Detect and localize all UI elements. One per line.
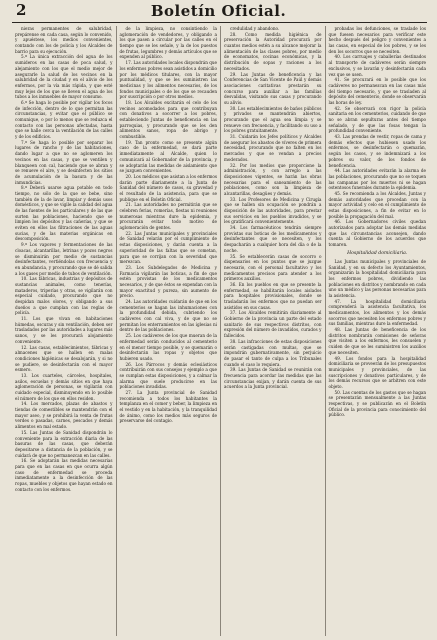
paragraph: 33. Los Profesores de Medicina y Cirugía que se hallen sin ocupación se pondrán a disposición de las autoridades, para prestar sus servicios en los pueblos invadidos, y se les gratificará convenientemente.: [224, 196, 322, 225]
paragraph: 34. Los farmacéuticos tendrán siempre provistas sus boticas de los medicamentos y desinfectantes que se necesiten, y los despacharán a cualquier hora del día o de la noche.: [224, 225, 322, 253]
paragraph: 41. Se procurará en lo posible que los cadáveres no permanezcan en las casas más del tiempo necesario, y que se trasladen al depósito del cementerio, donde se observarán las horas de ley.: [328, 77, 426, 105]
column-2: [116, 26, 221, 636]
paragraph: 22. Las Juntas municipales y provinciales de Sanidad velarán por el cumplimiento de estas disposiciones, y darán cuenta a la superioridad de las faltas que se cometan, para que se corrijan con la severidad que merezcan.: [119, 230, 217, 265]
paragraph: 43. Las prendas de vestir, ropas de cama y demás efectos que hubiesen usado los enfermos, se desinfectarán o quemarán, según los casos, y se indemnizará a los pobres su valor, de los fondos de beneficencia.: [328, 134, 426, 168]
paragraph: probadas los defunciones, se traslade los que fuesen necesarios para verificar este hecho después del peligro y convenientes a las casas, en especial de los pobres, y se les den los socorros que se necesiten.: [328, 26, 426, 54]
paragraph: de la limpieza, no consintiendo la aglomeración de vendedores, y obligando a los que pasen a circular por las calles en el tiempo que se les señale, y la de los puestos de frutas, legumbres y demás artículos que se expenden al público.: [119, 26, 217, 60]
paragraph: Las Juntas municipales y provinciales de Sanidad, y en su defecto los Ayuntamientos, organizarán la hospitalidad domiciliaria para los enfermos pobres, dividiendo las poblaciones en distritos y nombrando en cada uno un médico y las personas necesarias para la asistencia.: [328, 258, 426, 298]
paragraph: 44. Las autoridades evitarán la alarma de las poblaciones, procurando que no se toquen las campanas por los muertos ni se hagan ostentosos funerales durante la epidemia.: [328, 168, 426, 191]
paragraph: 12. Las casas, establecimientos, fábricas y almacenes que se hallen en malas condiciones higiénicas se desalojarán, y si no se pudiere, se desinfectarán con el mayor esmero.: [15, 344, 113, 373]
paragraph: 35. Se establecerán casas de socorro o dispensarios en los puntos que se juzgue necesario, con el personal facultativo y los medicamentos precisos para atender a los primeros auxilios.: [224, 253, 322, 282]
paragraph: 25. Los cadáveres de los que mueran de la enfermedad serán conducidos al cementerio en el menor tiempo posible, y se quemarán o desinfectarán las ropas y objetos que hubieren usado.: [119, 333, 217, 361]
text-columns: [12, 26, 429, 636]
paragraph: 27. La Junta provincial de Sanidad recomienda a todos los habitantes la templanza en el comer y beber, la limpieza en el vestido y en la habitación, y la tranquilidad de ánimo, como los medios más seguros de preservarse del contagio.: [119, 390, 217, 424]
paragraph: nieras permanentes de salubridad, prepárense en cada casa, según lo convenido, y apuéstese, los medios convenientes, contando con los de policía y los Alcaldes de barrio para su ejecución.: [15, 26, 113, 54]
paragraph: 7.ª Se haga lo posible por separar los lugares de rancho y de las habitaciones, dando lugar a que no se aglomeren los vecinos en las casas, y que se ventilen y blanqueen con cal, haciendo que se abran y se renueve el aire, y se desinfecten los sitios de acumulación de la basura y de las inmundicias.: [15, 139, 113, 185]
paragraph: credulidad y abandono.: [230, 26, 280, 31]
paragraph: 45. Se recomienda a los Alcaldes, Juntas y demás autoridades que procedan con la mayor actividad y celo en el cumplimiento de estas disposiciones, a fin de evitar en lo posible la propagación del mal.: [328, 190, 426, 219]
paragraph: 36. En los pueblos en que se presente la enfermedad, se habilitarán locales aislados para hospitales provisionales, donde se trasladarán los enfermos que no puedan ser asistidos en sus casas.: [224, 281, 322, 310]
paragraph: 9.ª Los vapores y fermentaciones de las cloacas, alcantarillas, letrinas y pozos negros se disminuirán por medio de sustancias desinfectantes, vertiéndolas con frecuencia y en abundancia, y procurando que se dé salida a los gases por medio de tubos de ventilación.: [15, 242, 113, 276]
paragraph: 23. Los Subdelegados de Medicina y Farmacia vigilarán las boticas, a fin de que estén provistas de los medicamentos necesarios, y de que éstos se expendan con la mayor exactitud y pureza, sin aumento de precio.: [119, 264, 217, 299]
paragraph: 19. Tan pronto como se presente algún caso de la enfermedad, se dará parte inmediatamente al Alcalde, quien lo comunicará al Gobernador de la provincia, y se adoptarán las medidas de aislamiento que se juzguen convenientes.: [119, 139, 217, 174]
paragraph: 37. Los Alcaldes remitirán diariamente al Gobierno de la provincia un parte del estado sanitario de sus respectivos distritos, con expresión del número de invadidos, curados y fallecidos.: [224, 310, 322, 339]
paragraph: 10. Las fábricas, industrias y depósitos de sustancias animales, como tenerías, mataderos, triperías y otras, se vigilarán con especial cuidado, procurando que no despidan malos olores, y obligando a sus dueños a que cumplan con las reglas de policía.: [15, 276, 113, 316]
paragraph: 42. Se observará con rigor la policía sanitaria en los cementerios, cuidando de que no se abran sepulturas antes del tiempo señalado, y de que las fosas tengan la profundidad conveniente.: [328, 105, 426, 134]
paragraph: 39. Las Juntas de Sanidad se reunirán con frecuencia para acordar las medidas que las circunstancias exijan, y darán cuenta de sus acuerdos a la Junta provincial.: [224, 367, 322, 390]
paragraph: 46. Los Gobernadores civiles quedan autorizados para adoptar las demás medidas que las circunstancias aconsejen, dando cuenta al Gobierno de los acuerdos que tomaren.: [328, 219, 426, 248]
paragraph: 16. Se adoptarán las medidas necesarias para que en las casas en que ocurra algún caso de enfermedad se proceda inmediatamente a la desinfección de las ropas, muebles y objetos que hayan estado en contacto con los enfermos.: [15, 458, 113, 492]
paragraph: 20. Los médicos que asistan a los enfermos darán parte diariamente a la Junta de Sanidad del número de casos, su gravedad y el resultado de la asistencia, para que se publique en el Boletín Oficial.: [119, 173, 217, 202]
page-number: 2: [16, 1, 27, 19]
paragraph: 17. Las autoridades locales dispondrán que los enfermos pobres sean asistidos a domicilio por los médicos titulares, con la mayor puntualidad, y que se les suministren las medicinas y los alimentos necesarios, de los fondos municipales o de los que se recauden por suscripción o por otros medios.: [119, 60, 217, 100]
paragraph: 29. Las Juntas de beneficencia y las Conferencias de San Vicente de Paúl y demás asociaciones caritativas prestarán su concurso para auxiliar a las familias desvalidas, visitando sus casas y procurando su alivio.: [224, 71, 322, 105]
paragraph: 18. Los Alcaldes excitarán el celo de los vecinos acomodados para que contribuyan con donativos a socorrer a los pobres, estableciendo Juntas de beneficencia en las parroquias, y procurando que se les den alimentos sanos, ropa de abrigo y combustible.: [119, 99, 217, 140]
paragraph: 49. Los fondos para la hospitalidad domiciliaria se proveerán de los presupuestos municipales y provinciales, de las suscripciones y donativos particulares, y de los demás recursos que se arbitren con este objeto.: [328, 355, 426, 389]
paragraph: 13. Los cuarteles, cárceles, hospitales, asilos, escuelas y demás sitios en que haya aglomeración de personas, se vigilarán con cuidado especial, disminuyendo en lo posible el número de los que en ellos residen.: [15, 372, 113, 401]
paragraph: 24. Las autoridades cuidarán de que en los cementerios se hagan las inhumaciones con la profundidad debida, cubriendo los cadáveres con cal viva, y de que no se permitan los enterramientos en las iglesias ni dentro de las poblaciones.: [119, 299, 217, 333]
column-4: [325, 26, 430, 636]
paragraph: 30. Los establecimientos de baños públicos y privados se mantendrán abiertos, procurando que el agua sea limpia y se renueve con frecuencia, y facilitando su uso a los pobres gratuitamente.: [224, 105, 322, 134]
section-heading: Hospitalidad domiciliaria.: [347, 250, 408, 256]
page-header: [0, 0, 437, 24]
page-title: Boletín Oficial.: [150, 2, 287, 20]
paragraph: 6.ª Se haga lo posible por vigilar los focos de infección, dentro de lo que permitan las circunstancias, y evitar que el público se comunique, o por lo menos que se reduzca el contacto con las personas afectadas, hasta que se halle cerca la ventilación de las calles y de los edificios.: [15, 99, 113, 140]
paragraph: 5.ª La única extracción del agua de los sumideros en las casas de poca salud, y alejamiento con los que el medio mejor de asegurarle la salud de los vecinos en la salubridad de la ciudad y en el alivio de los enfermos, por la vía más rápida, y que esté muy lejos de los que se lleven el agua de los tubos a los inmuebles de mayor consumo.: [15, 54, 113, 100]
column-1: [12, 26, 116, 636]
paragraph: 28. Como medida higiénica de preservación la Autoridad procurará por cuantos medios estén a su alcance mejorar la alimentación de las clases pobres, por medio de economatos, cocinas económicas, y la distribución de sopas y raciones a los necesitados.: [224, 31, 322, 71]
paragraph: 11. Los que vivan en habitaciones húmedas, oscuras y sin ventilación, deben ser trasladados por las autoridades a lugares más sanos, y se les procurará alojamiento conveniente.: [15, 316, 113, 344]
paragraph: 32. Por los medios que proporcione la administración, y con arreglo a las disposiciones vigentes, se harán las obras necesarias para el saneamiento de las poblaciones, como son la limpieza de alcantarillas, desagües y demás.: [224, 162, 322, 196]
paragraph: 8.ª Deberá usarse agua potable en todo tiempo, no sólo de la que se bebe, sino también de la de lavar, limpiar y demás usos domésticos, y que se vigile la calidad del agua de las fuentes de los particulares y de las que surten las poblaciones, haciendo que se limpien los depósitos y las cañerías, y que se eviten en ellos las filtraciones de las aguas sucias, y de las materias orgánicas en descomposición.: [15, 185, 113, 242]
paragraph: 47. La hospitalidad domiciliaria comprenderá la asistencia facultativa, los medicamentos, los alimentos y los demás socorros que necesiten los enfermos pobres y sus familias, mientras dure la enfermedad.: [328, 298, 426, 327]
column-3: [220, 26, 325, 636]
paragraph: 26. Los Párrocos y demás eclesiásticos contribuirán con sus consejos y ejemplo a que se cumplan estas disposiciones, y a calmar la alarma que suele producirse en las poblaciones invadidas.: [119, 361, 217, 390]
header-rule: [12, 22, 427, 23]
paragraph: 40. Los carruajes y caballerías destinados al transporte de cadáveres serán siempre exclusivos, y se lavarán y desinfectarán cada vez que se usen.: [328, 54, 426, 77]
paragraph: 31. Cuidarán los Jefes políticos y Alcaldes de asegurar los abastos de víveres de primera necesidad, procurando que no falten en los mercados y que se vendan a precios moderados.: [224, 134, 322, 162]
paragraph: 14. Los mercados, plazas de abastos y tiendas de comestibles se mantendrán con el mayor aseo, y se prohibirá la venta de frutas verdes o pasadas, carnes, pescados y demás alimentos en mal estado.: [15, 401, 113, 430]
paragraph: 21. Las autoridades no permitirán que se celebren ferias, romerías, fiestas ni reuniones numerosas mientras dure la epidemia, y procurarán evitar todo motivo de aglomeración de gentes.: [119, 202, 217, 231]
paragraph: 15. Las Juntas de Sanidad dispondrán lo conveniente para la extracción diaria de las basuras de las casas, que deberán depositarse a distancia de la población, y se cuidará de que no permanezcan en las calles.: [15, 429, 113, 458]
paragraph: 50. Las cuentas de los gastos que se hagan se presentarán mensualmente a las Juntas respectivas, y se publicarán en el Boletín Oficial de la provincia para conocimiento del público.: [328, 389, 426, 418]
paragraph: 38. Las infracciones de estas disposiciones serán castigadas con multas, que se impondrán gubernativamente, sin perjuicio de pasar el tanto de culpa a los Tribunales cuando el caso lo requiera.: [224, 338, 322, 367]
paragraph: 48. Las Juntas de beneficencia de los distritos nombrarán comisiones de señoras que visiten a los enfermos, les consuelen y cuiden de que se les suministren los auxilios que necesiten.: [328, 327, 426, 355]
